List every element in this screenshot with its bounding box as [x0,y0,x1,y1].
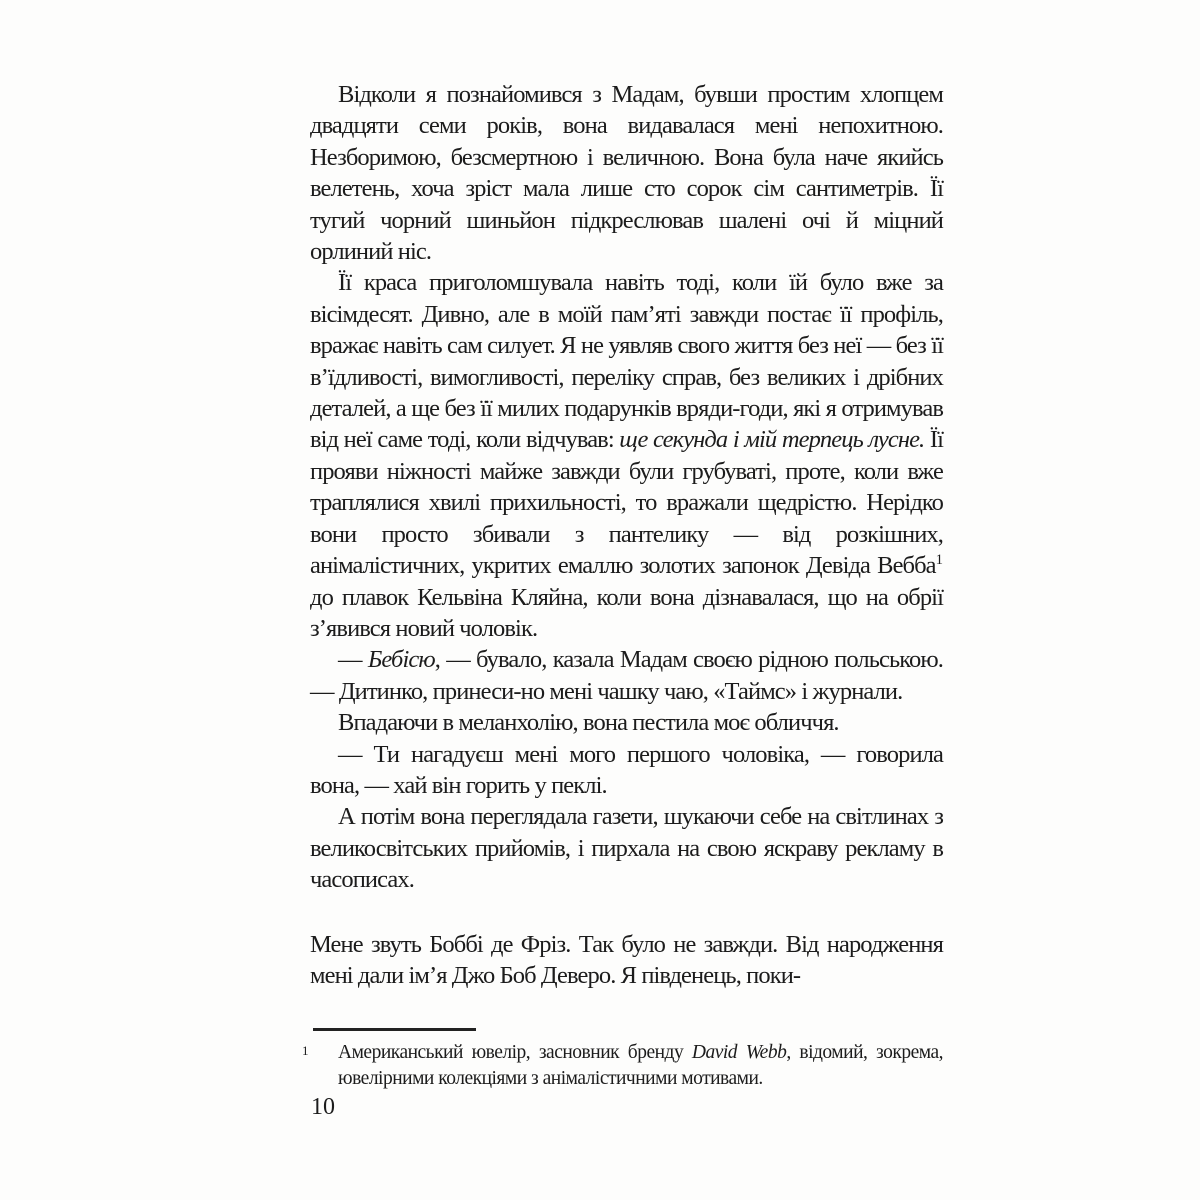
paragraph-section-start [310,929,943,992]
footnote-area [302,1028,944,1092]
text-run: Її краса приголомшувала навіть тоді, коли їй було вже за вісімдесят. Дивно, але в моїй пам’яті завжди постає її профіль, вражає навіть сам силует. Я не уявляв свого життя без неї — без її в’їдливості, вимогливості, переліку справ, без великих і дрібних деталей, а ще без її милих подарунків вряди-годи, які я отримував від неї саме тоді, коли відчував: [310,269,943,454]
text-run: Впадаючи в меланхолію, вона пестила моє обличчя. [338,709,839,737]
text-run: , — бувало, казала Мадам своєю рідною польською. — Дитинко, принеси-но мені чашку чаю, «Таймс» і журнали. [310,646,943,705]
text-run: Мене звуть Боббі де Фріз. Так було не завжди. Від народження мені дали ім’я Джо Боб Деверо. Я південець, поки- [310,930,943,989]
text-run: до плавок Кельвіна Кляйна, коли вона дізнавалася, що на обрії з’явився новий чоловік. [310,583,943,642]
text-run: — Ти нагадуєш мені мого першого чоловіка, — говорила вона, — хай він горить у пеклі. [310,740,943,799]
paragraph [310,267,943,644]
page-text-block [310,79,943,991]
paragraph [310,739,943,802]
footnote-text: , відомий, зокрема, ювелірними колекціями з анімалістичними мотивами. [338,1042,944,1089]
italic-run: Бебісю [367,646,435,674]
text-run: — [338,646,368,674]
paragraph [310,707,943,738]
italic-run: ще секунда і мій терпець лусне. [619,426,925,454]
footnote-marker: 1 [302,1043,308,1058]
text-run: А потім вона переглядала газети, шукаючи себе на світлинах з великосвітських прийомів, і пирхала на свою яскраву рекламу в часописах. [310,803,943,894]
footnote-ref-superscript: 1 [935,551,943,568]
text-run: Відколи я познайомився з Мадам, бувши простим хлопцем двадцяти семи років, вона видавалася мені непохитною. Незборимою, безсмертною і величною. Вона була наче якийсь велетень, хоча зріст мала лише сто сорок сім сантиметрів. Її тугий чорний шиньйон підкреслював шалені очі й міцний орлиний ніс. [310,81,943,266]
page-number: 10 [311,1094,335,1120]
footnote [302,1040,944,1092]
footnote-divider [313,1028,476,1031]
paragraph [310,79,943,267]
footnote-text: Американський ювелір, засновник бренду [338,1042,692,1063]
text-run: Її прояви ніжності майже завжди були грубуваті, проте, коли вже траплялися хвилі прихильності, то вражали щедрістю. Нерідко вони просто збивали з пантелику — від розкішних, анімалістичних, укритих емаллю золотих запонок Девіда Вебба [310,426,943,580]
footnote-italic-run: David Webb [691,1042,787,1063]
paragraph [310,644,943,707]
paragraph [310,801,943,895]
